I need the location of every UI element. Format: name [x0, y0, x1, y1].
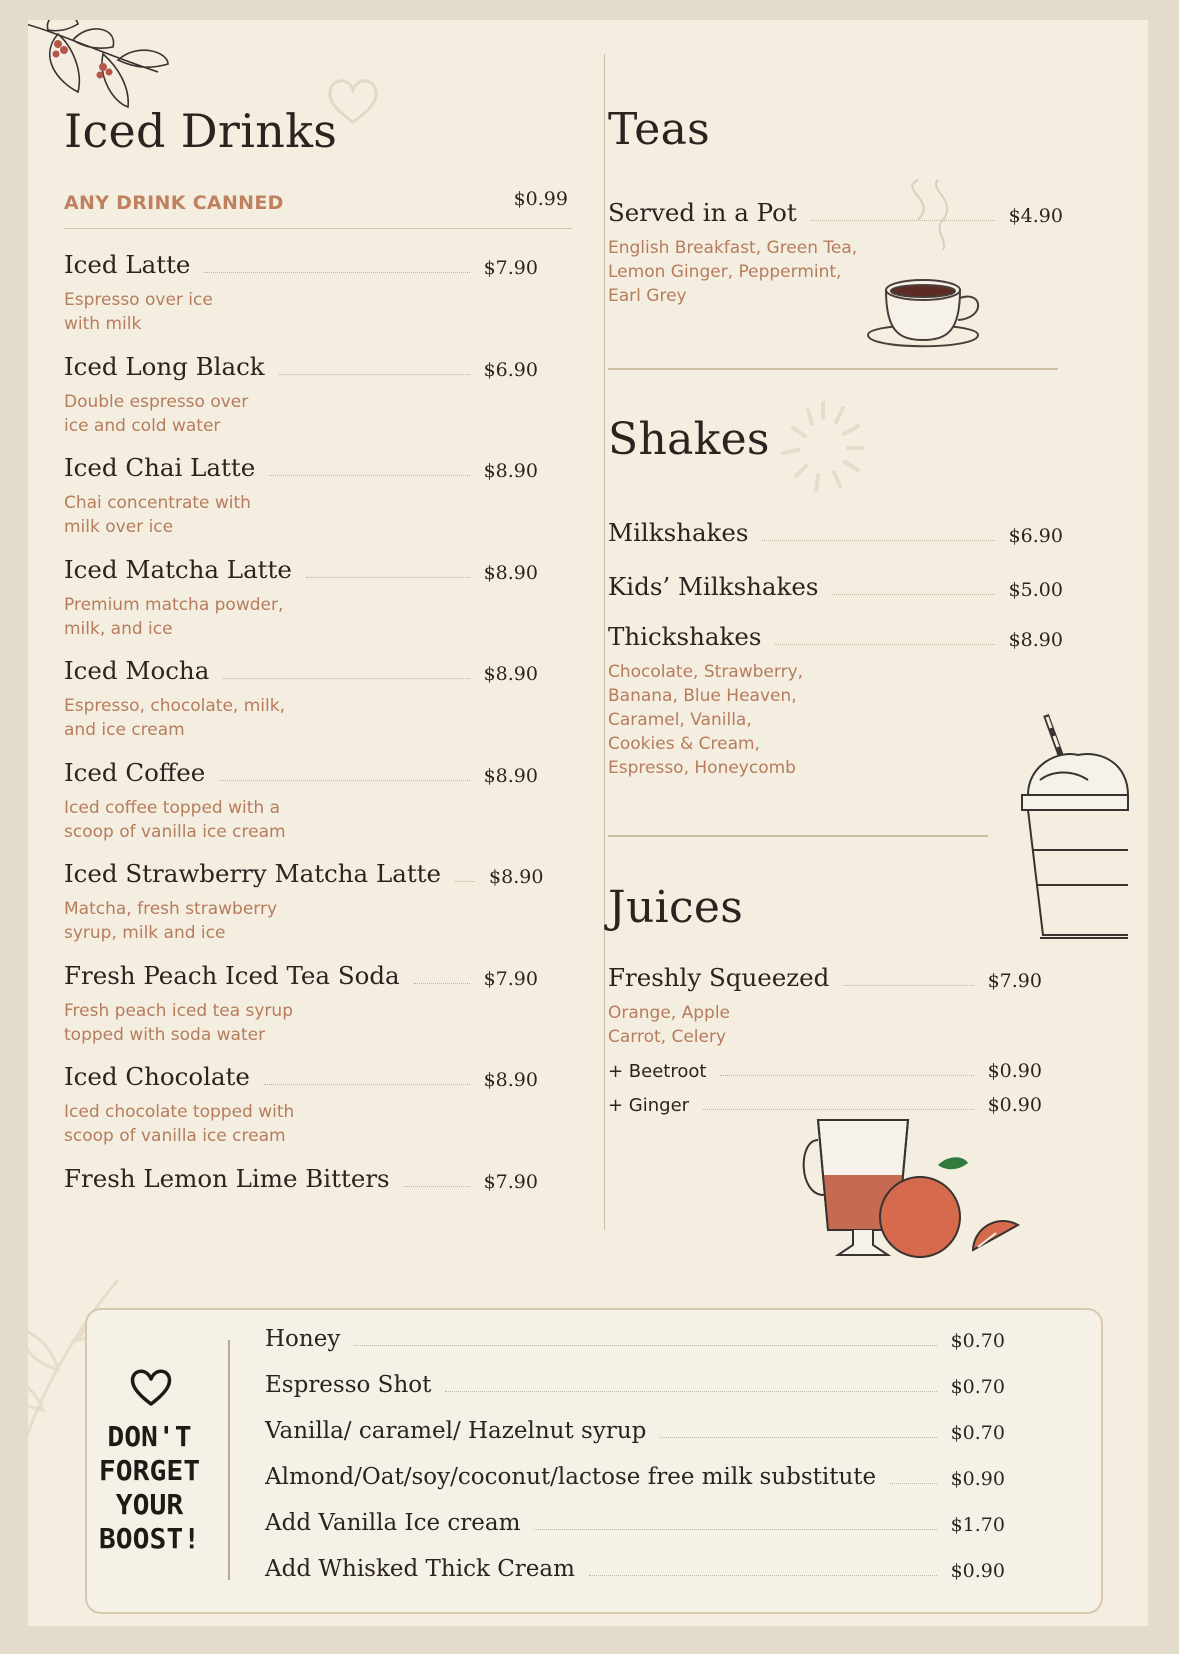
menu-page [28, 20, 1148, 1626]
teas-divider [608, 368, 1058, 370]
juice-extra-item [608, 1060, 1042, 1082]
dot-leader [890, 1483, 936, 1484]
iced-drink-item-price: $8.90 [483, 663, 538, 685]
dot-leader [762, 540, 994, 541]
dot-leader [223, 678, 469, 679]
iced-drink-item-description: Premium matcha powder, milk, and ice [64, 594, 284, 639]
boost-item-name: Espresso Shot [265, 1372, 432, 1398]
iced-drinks-title: Iced Drinks [64, 104, 338, 158]
iced-drink-item-name: Fresh Lemon Lime Bitters [64, 1163, 390, 1193]
iced-drink-item-price: $8.90 [483, 1069, 538, 1091]
juice-item-name: Freshly Squeezed [608, 963, 830, 992]
iced-drink-item-description: Double espresso over ice and cold water [64, 391, 249, 436]
dot-leader [534, 1529, 936, 1530]
boost-panel [85, 1308, 1103, 1614]
juice-item [608, 963, 1042, 992]
boost-item-name: Vanilla/ caramel/ Hazelnut syrup [265, 1418, 647, 1444]
iced-drink-item-name: Iced Latte [64, 250, 191, 279]
boost-item [265, 1372, 1005, 1398]
teas-title: Teas [608, 104, 710, 155]
iced-drink-item-description: Espresso over ice with milk [64, 290, 213, 334]
juice-extra-item-name: + Ginger [608, 1095, 690, 1116]
iced-drink-item-description: Matcha, fresh strawberry syrup, milk and ice [64, 899, 278, 943]
dot-leader [404, 1186, 470, 1187]
shake-item-price: $8.90 [1008, 629, 1063, 651]
boost-item-price: $0.70 [950, 1376, 1005, 1398]
orange-icon [878, 1155, 1018, 1265]
shake-item [608, 622, 1063, 651]
dot-leader [589, 1575, 937, 1576]
iced-drink-item-name: Iced Strawberry Matcha Latte [64, 859, 442, 888]
shake-item-name: Thickshakes [608, 622, 762, 651]
dot-leader [720, 1075, 973, 1076]
iced-drink-item [64, 758, 538, 787]
dot-leader [832, 594, 994, 595]
juice-extra-item-price: $0.90 [987, 1060, 1042, 1082]
iced-drink-item [64, 453, 538, 482]
milkshake-icon [1018, 710, 1128, 960]
boost-divider [228, 1340, 230, 1580]
shakes-divider [608, 835, 988, 837]
juice-extra-item-name: + Beetroot [608, 1061, 707, 1082]
iced-drink-item-description: Iced coffee topped with a scoop of vanilla ice cream [64, 797, 286, 842]
boost-item [265, 1510, 1005, 1536]
iced-drink-item [64, 1062, 538, 1091]
iced-drink-item-name: Iced Long Black [64, 351, 265, 381]
dot-leader [269, 475, 469, 476]
boost-item-price: $1.70 [950, 1514, 1005, 1536]
dot-leader [279, 374, 470, 375]
boost-item [265, 1556, 1005, 1582]
iced-drink-item-description: Chai concentrate with milk over ice [64, 493, 251, 537]
tea-item-description: English Breakfast, Green Tea, Lemon Ginger, Peppermint, Earl Grey [608, 238, 858, 306]
dot-leader [204, 272, 469, 273]
boost-item [265, 1326, 1005, 1352]
iced-drink-item [64, 1164, 538, 1193]
iced-drink-item-price: $7.90 [483, 967, 538, 990]
iced-drink-item [64, 555, 538, 584]
iced-drink-item-name: Iced Coffee [64, 757, 206, 787]
shake-item-price: $5.00 [1008, 579, 1063, 601]
shake-item-description: Chocolate, Strawberry, Banana, Blue Heaven, Caramel, Vanilla, Cookies & Cream, Espresso, Honeycomb [608, 662, 804, 778]
shakes-title: Shakes [608, 414, 770, 465]
dot-leader [306, 577, 470, 578]
boost-item [265, 1418, 1005, 1444]
shake-item [608, 518, 1063, 547]
iced-drink-item [64, 352, 538, 381]
juice-item-price: $7.90 [987, 970, 1042, 992]
teacup-icon [858, 170, 998, 370]
iced-drink-item-name: Fresh Peach Iced Tea Soda [64, 960, 400, 990]
dot-leader [843, 985, 973, 986]
iced-drink-item-price: $8.90 [483, 460, 538, 482]
iced-drink-item-price: $7.90 [483, 257, 538, 279]
dot-leader [660, 1437, 936, 1438]
shake-item-price: $6.90 [1008, 525, 1063, 547]
column-divider [604, 54, 605, 1230]
iced-drink-item-price: $8.90 [483, 764, 538, 787]
iced-drink-item-name: Iced Mocha [64, 656, 210, 685]
iced-drink-item-price: $8.90 [483, 561, 538, 584]
dot-leader [414, 983, 470, 984]
boost-item-name: Add Whisked Thick Cream [265, 1556, 575, 1582]
tea-item-name: Served in a Pot [608, 198, 797, 227]
dot-leader [264, 1084, 470, 1085]
dot-leader [219, 780, 469, 781]
juice-extra-item-price: $0.90 [987, 1094, 1042, 1116]
iced-drink-item [64, 859, 544, 888]
iced-drink-item-name: Iced Matcha Latte [64, 554, 292, 584]
tea-item-price: $4.90 [1008, 205, 1063, 227]
iced-drink-item-description: Espresso, chocolate, milk, and ice cream [64, 696, 285, 740]
boost-heading: DON'T FORGET YOUR BOOST! [98, 1420, 201, 1555]
shake-item-name: Kids’ Milkshakes [608, 572, 819, 601]
iced-drink-item-price: $7.90 [483, 1170, 538, 1193]
boost-item-price: $0.70 [950, 1330, 1005, 1352]
canned-drink-label: ANY DRINK CANNED [64, 192, 284, 214]
boost-item-price: $0.70 [950, 1422, 1005, 1444]
shake-item-name: Milkshakes [608, 518, 749, 547]
heart-icon [129, 1366, 173, 1408]
iced-drink-item [64, 961, 538, 990]
dot-leader [354, 1345, 936, 1346]
iced-drink-item [64, 250, 538, 279]
boost-item-name: Honey [265, 1326, 341, 1352]
iced-drink-item-name: Iced Chai Latte [64, 453, 256, 482]
boost-item-price: $0.90 [950, 1560, 1005, 1582]
dot-leader [455, 881, 475, 882]
iced-drink-item-price: $6.90 [483, 358, 538, 381]
shake-item [608, 572, 1063, 601]
canned-divider [64, 228, 572, 229]
boost-item [265, 1464, 1005, 1490]
sun-doodle-icon [768, 398, 878, 498]
canned-drink-price-row [488, 188, 568, 210]
iced-drink-item-name: Iced Chocolate [64, 1062, 250, 1091]
boost-item-name: Add Vanilla Ice cream [265, 1510, 521, 1536]
dot-leader [775, 644, 994, 645]
juices-title: Juices [608, 882, 744, 933]
boost-item-name: Almond/Oat/soy/coconut/lactose free milk substitute [265, 1464, 877, 1490]
iced-drink-item [64, 656, 538, 685]
boost-item-price: $0.90 [950, 1468, 1005, 1490]
iced-drink-item-description: Fresh peach iced tea syrup topped with soda water [64, 1000, 293, 1045]
canned-drink-price: $0.99 [513, 188, 568, 210]
juice-item-description: Orange, Apple Carrot, Celery [608, 1003, 731, 1047]
dot-leader [445, 1391, 936, 1392]
iced-drink-item-description: Iced chocolate topped with scoop of vanilla ice cream [64, 1102, 295, 1146]
iced-drink-item-price: $8.90 [489, 866, 544, 888]
